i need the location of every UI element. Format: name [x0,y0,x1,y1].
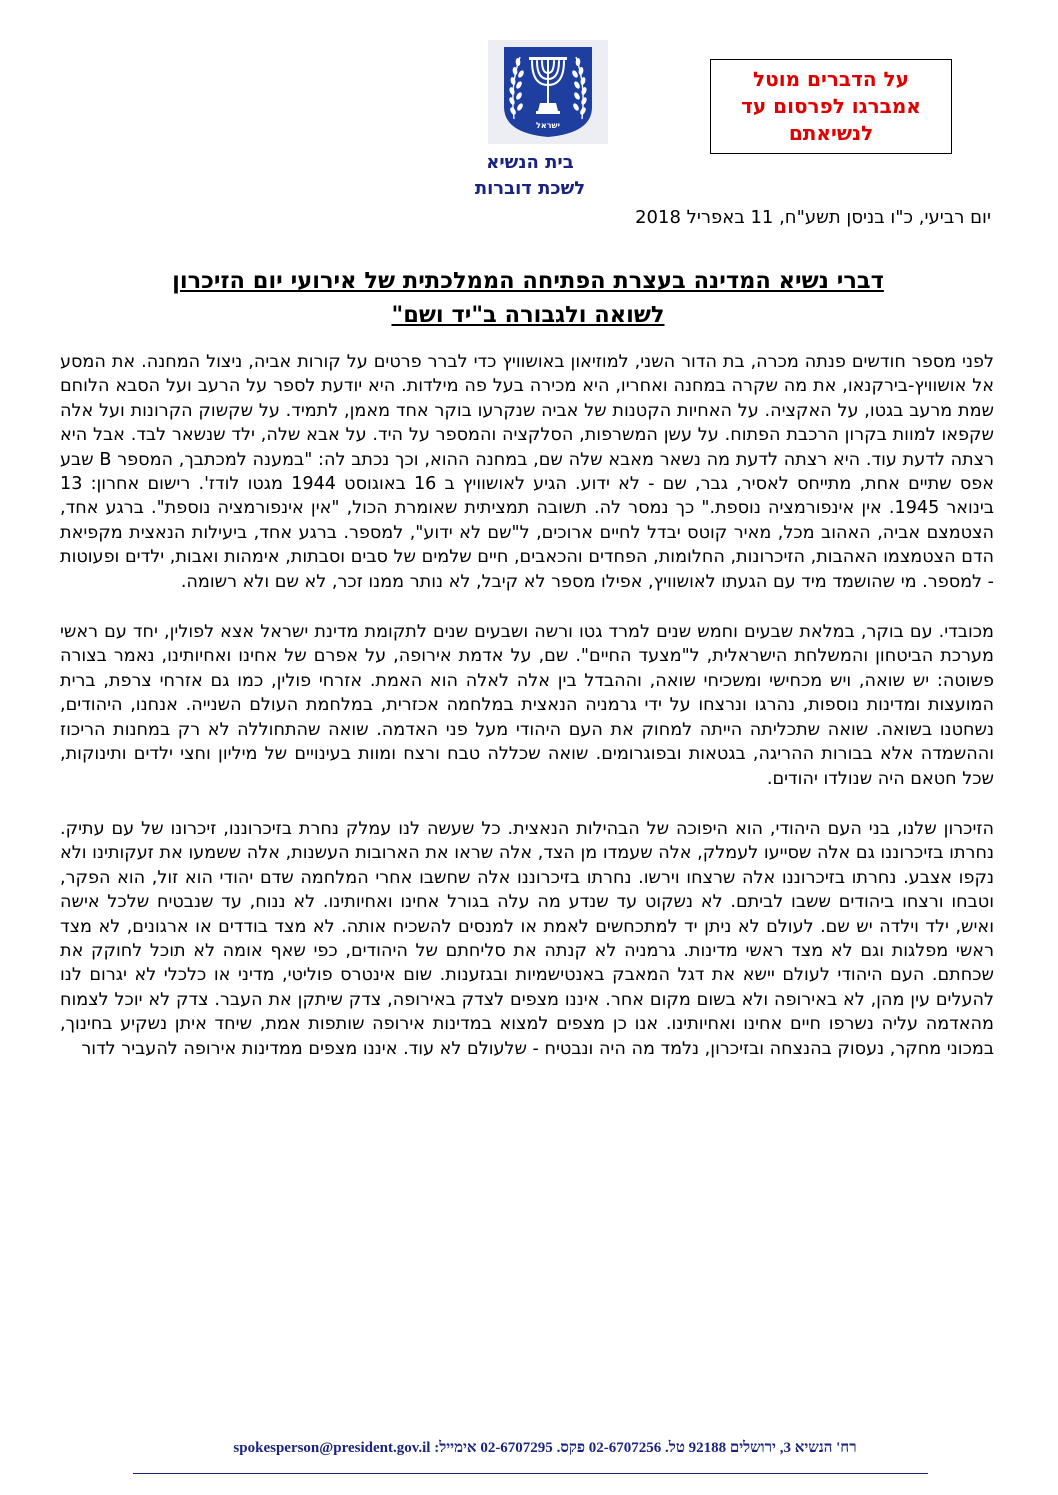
headline [60,264,996,332]
embargo-line-1: על הדברים מוטל [753,67,909,91]
office-line-2: לשכת דוברות [474,178,586,199]
footer-contact [130,1440,960,1457]
embargo-line-2: אמברגו לפרסום עד [741,94,921,118]
state-emblem-menorah-icon [500,45,596,139]
speech-body [60,350,994,1087]
headline-line-1: דברי נשיא המדינה בעצרת הפתיחה הממלכתית של אירועי יום הזיכרון [172,268,884,294]
footer-divider [133,1473,928,1474]
embargo-notice [710,59,952,154]
paragraph: מכובדי. עם בוקר, במלאת שבעים וחמש שנים למרד גטו ורשה ושבעים שנים לתקומת מדינת ישראל אצא לפולין, יחד עם ראשי מערכת הביטחון והמשלחת הישראלית, ל"מצעד החיים". שם, על אדמת אירופה, על אפרם של אחינו ואחיותינו, נאמר בצורה פשוטה: יש שואה, ויש מכחישי ומשכיחי שואה, וההבדל בין אלה לאלה הוא האמת. אזרחי פולין, כמו גם אזרחי צרפת, ברית המועצות ומדינות נוספות, נהרגו ונרצחו על ידי גרמניה הנאצית במלחמה אכזרית, במלחמת העולם השנייה. אנחנו, היהודים, נשחטנו בשואה. שואה שתכליתה הייתה למחוק את העם היהודי מעל פני האדמה. שואה שהתחוללה לא רק במחנות הריכוז וההשמדה אלא בבורות ההריגה, בגטאות ובפוגרומים. שואה שכללה טבח ורצח ומוות בעינויים של מיליון וחצי ילדים ותינוקות, שכל חטאם היה שנולדו יהודים. [60,622,994,789]
headline-line-2: לשואה ולגבורה ב"יד ושם" [391,302,665,328]
paragraph: לפני מספר חודשים פנתה מכרה, בת הדור השני, למוזיאון באושוויץ כדי לברר פרטים על קורות אביה, ניצול המחנה. את המסע אל אושוויץ-בירקנאו, את מה שקרה במחנה ואחריו, היא מכירה בעל פה מילדות. היא יודעת לספר על הרעב ועל הסבא הלוחם שמת מרעב בגטו, על האקציה. על האחיות הקטנות של אביה שנקרעו בוקר אחד מאמן, לתמיד. על שקשוק הקרונות ועל אלה שקפאו למוות בקרון הרכבת הפתוח. על עשן המשרפות, הסלקציה והמספר על היד. על אבא שלה, ילד שנשאר לבד. אבל היא רצתה לדעת עוד. היא רצתה לדעת מה נשאר מאבא שלה שם, במחנה ההוא, וכך נכתב לה: "במענה למכתבך, המספר B שבע אפס שתיים אחת, מתייחס לאסיר, גבר, שם - לא ידוע. הגיע לאושוויץ ב 16 באוגוסט 1944 מגטו לודז'. רישום אחרון: 13 בינואר 1945. אין אינפורמציה נוספת." כך נמסר לה. תשובה תמציתית שאומרת הכול, "אין אינפורמציה נוספת". ברגע אחד, הצטמצם אביה, האהוב מכל, מאיר קוטס יבדל לחיים ארוכים, ל"שם לא ידוע", למספר. ברגע אחד, ביעילות הנאצית מקפיאת הדם הצטמצמו האהבות, הזיכרונות, החלומות, הפחדים והכאבים, חיים שלמים של סבים וסבתות, אימהות ואבות, ילדים ופעוטות - למספר. מי שהושמד מיד עם הגעתו לאושוויץ, אפילו מספר לא קיבל, לא נותר ממנו זכר, לא שם ולא רשומה. [60,352,994,592]
embargo-line-3: לנשיאתם [788,121,874,145]
office-line-1: בית הנשיא [486,152,574,173]
state-emblem [488,40,608,144]
footer-address: רח' הנשיא 3, ירושלים 92188 טל. 02-6707256 פקס. 02-6707295 אימייל: [434,1440,857,1456]
office-name [430,150,630,202]
footer-email-link[interactable]: spokesperson@president.gov.il [233,1440,431,1456]
emblem-label: ישראל [536,121,560,130]
release-date: יום רביעי, כ"ו בניסן תשע"ח, 11 באפריל 2018 [635,207,991,228]
paragraph: הזיכרון שלנו, בני העם היהודי, הוא היפוכה של הבהילות הנאצית. כל שעשה לנו עמלק נחרת בזיכרוננו, זיכרונו של עם עתיק. נחרתו בזיכרוננו גם אלה שסייעו לעמלק, אלה שעמדו מן הצד, אלה שראו את הארובות העשנות, אלה ששמעו את זעקותינו ולא נקפו אצבע. נחרתו בזיכרוננו אלה שרצחו וירשו. נחרתו בזיכרוננו אלה שחשבו אחרי המלחמה שדם יהודי הוא זול, הוא הפקר, וטבחו ורצחו ביהודים ששבו לביתם. לא נשקוט עד שנדע מה עלה בגורל אחינו ואחיותינו. לא ננוח, עד שנבטיח שלכל אישה ואיש, ילד וילדה יש שם. לעולם לא ניתן יד למתכחשים לאמת או למנסים להשכיח אותה. לא מצד בודדים או ארגונים, לא מצד ראשי מפלגות וגם לא מצד ראשי מדינות. גרמניה לא קנתה את סליחתם של היהודים, כפי שאף אומה לא תוכל לחוקק את שכחתם. העם היהודי לעולם יישא את דגל המאבק באנטישמיות ובגזענות. שום אינטרס פוליטי, מדיני או כלכלי לא יגרום לנו להעלים עין מהן, לא באירופה ולא בשום מקום אחר. איננו מצפים לצדק באירופה, צדק שיתקן את העבר. צדק לא יוכל לצמוח מהאדמה עליה נשרפו חיים אחינו ואחיותינו. אנו כן מצפים למצוא במדינות אירופה שותפות אמת, שיחד איתן נשקיע בחינוך, במכוני מחקר, נעסוק בהנצחה ובזיכרון, נלמד מה היה ונבטיח - שלעולם לא עוד. איננו מצפים ממדינות אירופה להעביר לדור [60,818,994,1059]
